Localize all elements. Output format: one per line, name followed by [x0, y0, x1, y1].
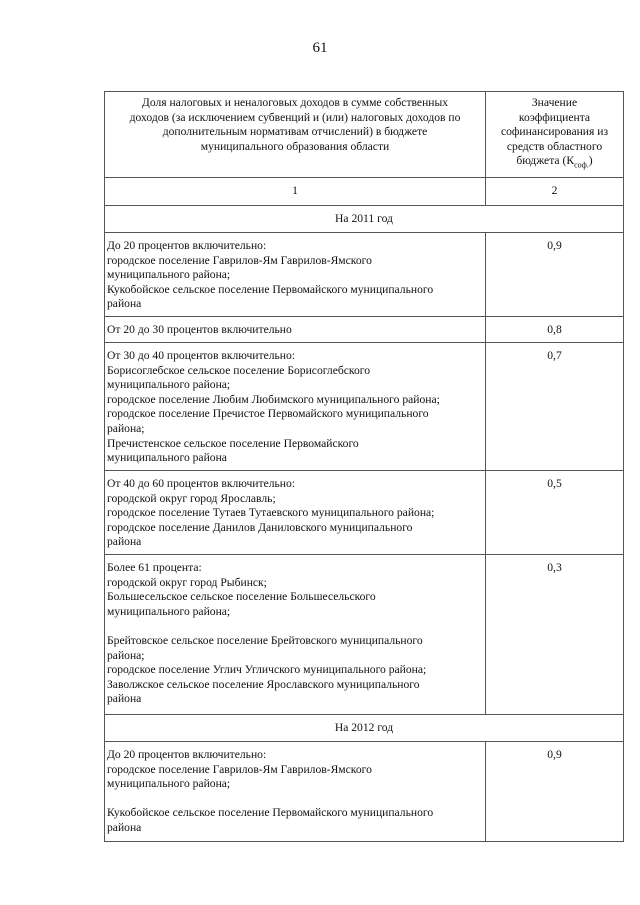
cell-line: Кукобойское сельское поселение Первомайского муниципального — [107, 282, 434, 296]
cell-line: муниципального района; — [107, 378, 231, 392]
cell-line: городское поселение Данилов Даниловского муниципального — [107, 520, 413, 534]
cell-line: муниципального района; — [107, 604, 231, 618]
header-share-line: доходов (за исключением субвенций и (или) налоговых доходов по — [129, 110, 461, 124]
cell-line: Пречистенское сельское поселение Первомайского — [107, 436, 359, 450]
year-heading-2011: На 2011 год — [105, 206, 624, 233]
header-coef-line: софинансирования из — [500, 125, 609, 139]
cell-line: городской округ город Рыбинск; — [107, 575, 267, 589]
cell-line: Борисоглебское сельское поселение Борисоглебского — [107, 363, 370, 377]
coefficient-value: 0,5 — [486, 471, 624, 555]
cell-line: Более 61 процента: — [107, 561, 202, 574]
header-share-line: дополнительным нормативам отчислений) в бюджете — [162, 125, 428, 139]
year-heading-2012: На 2012 год — [105, 715, 624, 742]
table-row — [105, 343, 624, 471]
cell-line: района; — [107, 421, 145, 435]
header-share-line: муниципального образования области — [200, 139, 390, 153]
table-row — [105, 471, 624, 555]
table-row — [105, 742, 624, 842]
year-row — [105, 715, 624, 742]
share-cell — [105, 343, 486, 471]
table-row — [105, 555, 624, 715]
cell-line: района; — [107, 648, 145, 662]
share-cell — [105, 555, 486, 715]
cofinancing-table — [104, 91, 624, 842]
column-number: 2 — [486, 178, 624, 206]
cell-line: муниципального района; — [107, 268, 231, 282]
cell-line: До 20 процентов включительно: — [107, 748, 267, 761]
share-cell — [105, 317, 486, 343]
column-number: 1 — [105, 178, 486, 206]
blank-line — [107, 792, 483, 807]
cell-line: От 20 до 30 процентов включительно — [107, 323, 292, 336]
table-row — [105, 233, 624, 317]
share-cell — [105, 742, 486, 842]
share-cell — [105, 471, 486, 555]
coefficient-value: 0,9 — [486, 742, 624, 842]
header-coef-subscript: соф. — [574, 160, 589, 170]
cell-line: района — [107, 535, 142, 549]
cell-line: Заволжское сельское поселение Ярославского муниципального — [107, 677, 420, 691]
header-coef-suffix: ) — [588, 154, 593, 168]
header-coefficient-cell — [486, 92, 624, 178]
header-coef-line: средств областного — [506, 139, 603, 153]
blank-line — [107, 619, 483, 634]
cell-line: городское поселение Гаврилов-Ям Гаврилов-Ямского — [107, 253, 372, 267]
cell-line: городское поселение Гаврилов-Ям Гаврилов-Ямского — [107, 762, 372, 776]
header-coef-line: коэффициента — [518, 110, 591, 124]
cell-line: района — [107, 297, 142, 311]
cell-line: городское поселение Тутаев Тутаевского муниципального района; — [107, 506, 435, 520]
cell-line: муниципального района; — [107, 777, 231, 791]
cell-line: Брейтовское сельское поселение Брейтовского муниципального — [107, 633, 423, 647]
table-header-row — [105, 92, 624, 178]
header-coef-prefix: бюджета (К — [516, 154, 575, 168]
cell-line: Кукобойское сельское поселение Первомайского муниципального — [107, 806, 434, 820]
header-share-line: Доля налоговых и неналоговых доходов в сумме собственных — [141, 96, 449, 109]
cell-line: От 40 до 60 процентов включительно: — [107, 477, 296, 490]
year-row — [105, 206, 624, 233]
cell-line: муниципального района — [107, 451, 227, 465]
coefficient-value: 0,3 — [486, 555, 624, 715]
cell-line: городской округ город Ярославль; — [107, 491, 276, 505]
cell-line: района — [107, 692, 142, 706]
cell-line: городское поселение Любим Любимского муниципального района; — [107, 392, 440, 406]
share-cell — [105, 233, 486, 317]
cell-line: городское поселение Углич Угличского муниципального района; — [107, 663, 427, 677]
column-number-row — [105, 178, 624, 206]
header-coef-line — [490, 154, 619, 169]
header-coef-line: Значение — [531, 96, 578, 109]
coefficient-value: 0,9 — [486, 233, 624, 317]
page-number: 61 — [312, 40, 328, 56]
header-share-cell — [105, 92, 486, 178]
cell-line: Большесельское сельское поселение Большесельского — [107, 590, 376, 604]
cell-line: До 20 процентов включительно: — [107, 239, 267, 252]
cell-line: района — [107, 820, 142, 834]
coefficient-value: 0,8 — [486, 317, 624, 343]
cell-line: городское поселение Пречистое Первомайского муниципального — [107, 407, 429, 421]
coefficient-value: 0,7 — [486, 343, 624, 471]
cell-line: От 30 до 40 процентов включительно: — [107, 349, 296, 362]
table-row — [105, 317, 624, 343]
